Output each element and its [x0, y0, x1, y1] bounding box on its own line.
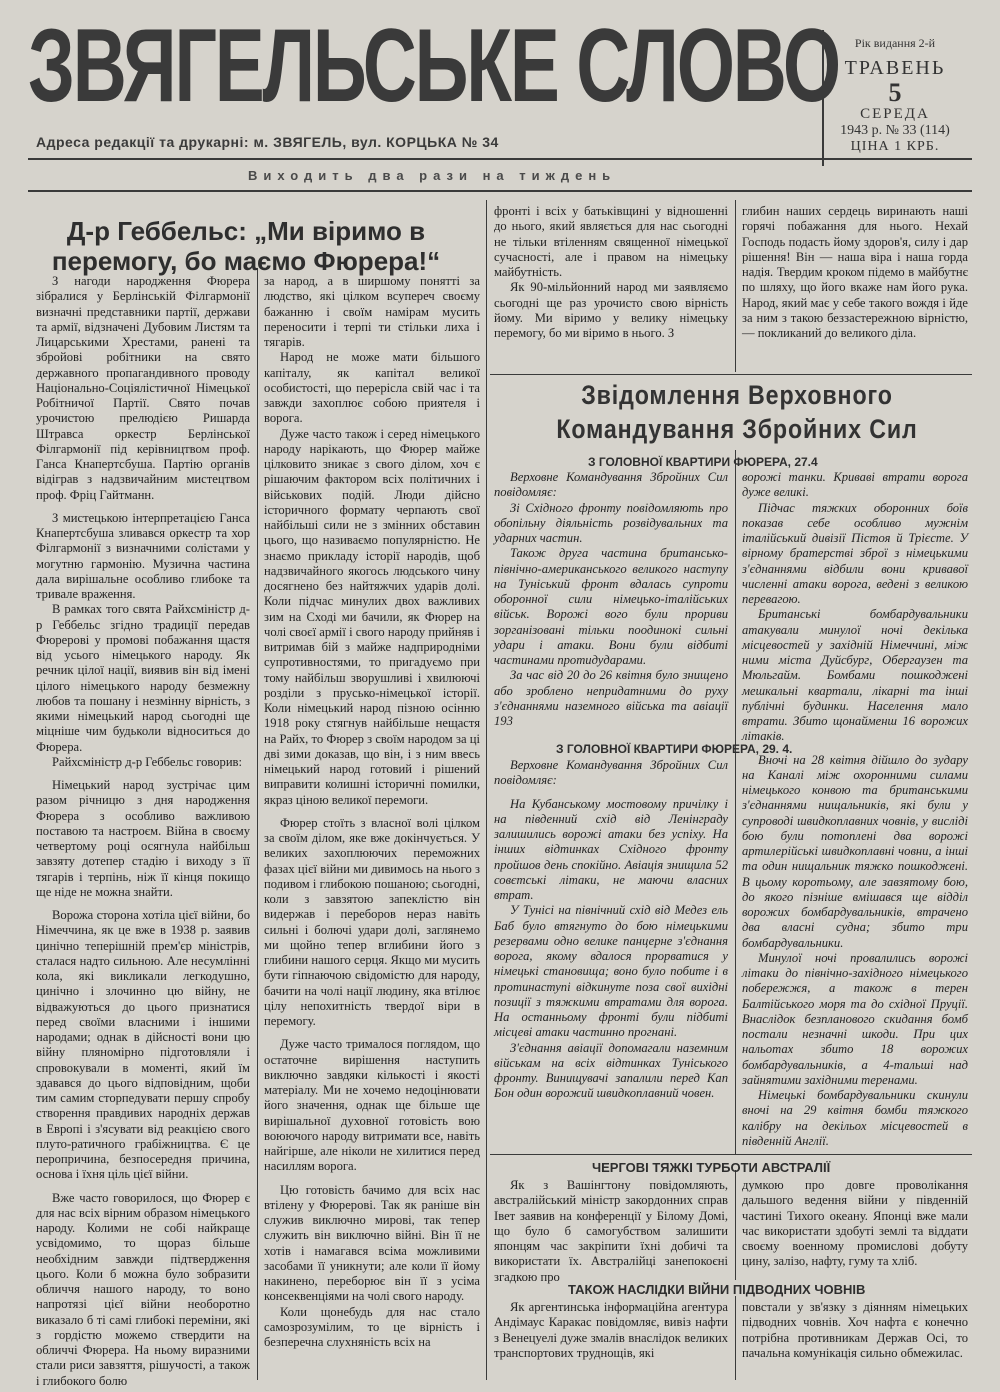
paragraph: Минулої ночі провалились ворожі літаки до північно-західного німецького побережжя, а також в терен Балтійського моря та до східної Пруції. Внаслідок безпланового скидання бомб постали незначні шкоди. При цих нальотах збито 18 ворожих бомбардувальників, а 4-тальші над зайнятими західними теренами.: [742, 950, 968, 1087]
paragraph: повстали у зв'язку з діянням німецьких підводних човнів. Хоч нафта є конечно потрібна противникам Держав Осі, то пачальна комунікація сильно обмежилас.: [742, 1300, 968, 1360]
issue-info-box: [822, 30, 966, 166]
communique-column-left: [494, 470, 728, 738]
paragraph: думкою про довге проволікання дальшого ведення війни у південній частині Тихого океану. Японці вже мали час використати здобуті землі та віддати своєму военному промислові добуту цину, залізо, нафту, гуму та хліб.: [742, 1178, 968, 1269]
masthead-rule: [28, 158, 972, 160]
article-column-3: [494, 204, 728, 372]
paragraph: глибин наших сердець виринають наші горячі побажання для нього. Нехай Господь подасть йому здоров'я, силу і дар рішення! Він — наша віра і наша горда надія. Твердим кроком підемо в майбутнє по шляху, що його вкаже нам його рука. Народ, який має у себе такого вождя і йде за ним з такою беззастережною вірністю, — покликаний до великого діла.: [742, 204, 968, 340]
paragraph: ворожі танки. Криваві втрати ворога дуже великі.: [742, 470, 968, 500]
issue-weekday: СЕРЕДА: [860, 106, 930, 122]
paragraph: На Кубанському мостовому причілку і на південний схід від Ленінграду залишились ворожі атаки без успіху. На інших відтинках Східного фронту пройшов день спокійно. Авіація знищила 52 совєтські літаки, не маючи власних втрат.: [494, 796, 728, 902]
paragraph: Як з Вашінгтону повідомляють, австралійський міністр закордонних справ Івет заявив на конференції у Білому Домі, що було б самогубством залишити японцям час закріпити їхні добичі та використати їх. Австралійці занепокоєні згадкою про: [494, 1178, 728, 1284]
column-separator: [735, 1296, 736, 1380]
paragraph: Райхсміністр д-р Геббельс говорив:: [52, 754, 243, 769]
paragraph: З мистецькою інтерпретацією Ганса Кнапертсбуша зливався оркестр та хор Філгармонії з визначними солістами у могутню гармонію. Музична частина дала вирішальне особливо глибоке та тривале враження.: [36, 510, 250, 601]
frequency-line: Виходить два рази на тиждень: [248, 168, 617, 183]
submarines-column-left: [494, 1300, 728, 1380]
paragraph: Як 90-мільйонний народ ми заявляємо сьогодні ще раз урочисто свою вірність йому. Ми віримо у велику німецьку перемогу, бо ми віримо в нього. З: [494, 280, 728, 340]
paragraph: Фюрер стоїть з власної волі цілком за своїм ділом, яке вже докінчується. У великих захоплюючих переможних фазах цієї війни ми дивимось на нього з подивом і глибокою пошаною; сьогодні, коли з завзятою запеклістю він видержав і переборов нераз навіть сильні і болючі удари долі, заглянемо ми щойно тепер вглибини його з глибини нашого серця. Якщо ми мусить бути гіпнаючою свідомістю для народу, бачити на чолі нації людину, яка втілює цілу непохитність твердої віри в перемогу.: [264, 815, 480, 1028]
paragraph: Коли щонебудь для нас стало самозрозумілим, то це вірність і безперечна слухняність всіх на: [264, 1304, 480, 1349]
paragraph: Британські бомбардувальники атакували минулої ночі декілька місцевостей у західній Німеччині, між ними міста Дуйсбург, Обергаузен та Мюльгайм. Бомбами пошкоджені мешкальні квартали, лікарні та інші публічні будинки. Населення мало втрати. Збито щонайменш 16 ворожих літаків.: [742, 607, 968, 744]
column-separator: [735, 200, 736, 372]
column-separator: [735, 1170, 736, 1280]
paragraph: Німецький народ зустрічає цим разом річницю з дня народження Фюрера з особливо важливою поставою та настроєм. Війна в своєму четвертому році осягнула найбільш завзяту дотепер стадію і виходу з її тягарів і терпінь, ніж її кінця покищо ще ніде не можна знайти.: [36, 778, 250, 899]
australia-column-left: [494, 1178, 728, 1282]
issue-month: ТРАВЕНЬ: [844, 57, 946, 79]
paragraph: У Тунісі на північний схід від Медез ель Баб було втягнуто до бою німецькими резервами одно велике панцерне з'єднання ворога, якому вдалося прорватися у німецькі становища; воно було побите і в протинаступі відкинуте поза свої вихідні позиції з тяжкими втратами для ворога. На останньому фронті були підбиті місцеві атаки частинно прогнані.: [494, 903, 728, 1040]
masthead-rule-bottom: [28, 190, 972, 192]
australia-column-right: [742, 1178, 968, 1282]
issue-number: 1943 р. № 33 (114): [840, 123, 950, 138]
paragraph: Також друга частина британсько-північно-американського великого наступу на Туніський фронт вдалась супроти оборонної сили німецько-італійських військ. Ворожі вого були прориви зорганізовані тільки поодинокі сильні удари і атаки. Вони були відбиті частинами протидударами.: [494, 546, 728, 667]
australia-title: ЧЕРГОВІ ТЯЖКІ ТУРБОТИ АВСТРАЛІЇ: [592, 1160, 831, 1175]
article-column-2: [264, 274, 480, 1380]
address-line: Адреса редакції та друкарні: м. ЗВЯГЕЛЬ, вул. КОРЦЬКА № 34: [36, 134, 499, 150]
hq-report-heading: З ГОЛОВНОЇ КВАРТИРИ ФЮРЕРА, 29. 4.: [556, 742, 793, 756]
paragraph: фронті і всіх у батьківщині у відношенні до нього, який являється для нас сьогодні не тільки втіленням священної німецької сучасності, але і правом на німецьку майбутність.: [494, 204, 728, 279]
communique-column-right: [742, 470, 968, 1152]
paragraph: Цю готовість бачимо для всіх нас втілену у Фюрерові. Так як раніше він служив виключно мирові, так тепер служить він виключно війні. Він її не хотів і намагався всіма можливими засобами її уникнути; але коли її йому накинено, переборює він її з усіма консеквенціями на чолі свого народу.: [264, 1182, 480, 1304]
article-column-1: [36, 274, 250, 1388]
paragraph: З нагоди народження Фюрера зібралися у Берлінській Філгармонії визначні представники партії, держави та армії, відзначені Дубовим Листям та Лицарськими Хрестами, ранені та збройові робітники на свято державного пропагандивного проводу Національно-Соціялістичної Німецької Робітничої Партії. Свято почав урочистою прелюдією Ришарда Штравса оркестр Берлінської Філгармонії під керівництвом проф. Ганса Кнапертсбуша. Партію органів відіграв з надзвичайним мистецтвом проф. Фріц Гайтманн.: [36, 274, 250, 502]
masthead-title: ЗВЯГЕЛЬСЬКЕ СЛОВО: [28, 8, 839, 124]
paragraph: Верховне Командування Збройних Сил повідомляє:: [494, 470, 728, 500]
paragraph: В рамках того свята Райхсміністр д-р Геббельс згідно традиції передав Фюрерові у промові побажання щастя від усього німецького народу. Як речник цілої нації, виявив він від імені цілого німецького народу безмежну любов та пошану і незмінну вірність, з якими німецький народ сьогодні ще міцніше чим будьколи відноситься до Фюрера.: [36, 602, 250, 754]
article-column-4: [742, 204, 968, 372]
paragraph: Підчас тяжких оборонних боїв показав себе особливо мужнім італійський дивізії Пістоя й Трієсте. У вірному братерстві зброї з німецькими з'єднаннями відбили вони кривавої численні атаки ворога, ведені з великою перевагою.: [742, 500, 968, 606]
paragraph: Народ не може мати більшого капіталу, як капітал великої особистості, що перерісла свій час і та завжди захоплює собою приятеля і ворога.: [264, 350, 480, 426]
paragraph: З'єднання авіації допомагали наземним військам на всіх відтинках Туніського фронту. Винищувачі запалили перед Кап Бон один ворожий швидкоплавний човен.: [494, 1040, 728, 1101]
paragraph: Дуже часто трималося поглядом, що остаточне вирішення наступить виключно завдяки кількості і якості матеріалу. Ми не хочемо недоцінювати його значення, однак ще більше ще вирішальної духовної готовість вою воюючого народу витримати все, навіть найгірше, але ніколи не хилитися перед насиллям ворога.: [264, 1037, 480, 1174]
paragraph: Ворожа сторона хотіла цієї війни, бо Німеччина, як це вже в 1938 р. заявив цинічно теперішній прем'єр міністрів, сталася надто сильною. Але несумлінні кола, які викликали легкодушно, цинічно і злочинно цю війну, не відважуються до цього признатися перед своїми власними і іншими народами; однак в дійсності вони цю війну пляномірно підготовляли і спровокували в моменті, який їм здавався до цього відповідним, щоби тим самим сторпедувати першу спробу створення правдивих народніх держав в Европі і з'ясувати від реакцією свого плуто-ратичного грабіжництва. Є це перопричина, безпосередня причина, основа і їхня ціль цієї війни.: [36, 908, 250, 1182]
paragraph: Дуже часто також і серед німецького народу нарікають, що Фюрер майже цілковито зникає з свого ділом, хоч є рішаючим фактором всіх політичних і військових подій. Люди дійсно історичного формату черпають свої найбільші сили не з змінних обставин цього, що називаємо популярністю. Не знаємо прикладу історії народів, щоб надзвичайного якогось людського чину досягнено без найтяжчих ударів долі. Коли підчас минулих двох важливих зим на Сході ми бачили, як Фюрер на чолі своєї армії і свого народу прийняв і витримав бій з майже надприродніми супротивностями, то пригадуємо при тому найбільш зворушливі і хвилюючі розділи з прусько-німецької історії. Коли німецький народ пізною осінню 1918 року стягнув найбільше нещастя на Райх, то Фюрер з своїм народом за ці дві зими доказав, що він, і з ним ввесь німецький народ готовий і рішений виправити колишні історичні помилки, якраз ціною великої перемоги.: [264, 426, 480, 807]
paragraph: Вже часто говорилося, що Фюрер є для нас всіх вірним образом німецького народу. Колими не собі найкраще усвідомимо, то щораз більше необхідним завжди підтвердження цього. Коли б можна було зобразити обличчя нашого народу, то воно напротязі цієї війни необоротно виказало б ті самі глибокі переміни, які з гордістю можемо ствердити на обличчі Фюрера. На ньому виразними стали риси завзяття, рішучості, а також і глибокого болю: [36, 1190, 250, 1388]
issue-day: 5: [888, 78, 902, 107]
column-separator: [257, 268, 258, 1380]
column-separator: [735, 450, 736, 1155]
hq-report-heading: З ГОЛОВНОЇ КВАРТИРИ ФЮРЕРА, 27.4: [588, 455, 818, 469]
paragraph: Верховне Командування Збройних Сил повідомляє:: [494, 758, 728, 788]
issue-year: Рік видання 2-й: [854, 36, 936, 50]
issue-price: ЦІНА 1 КРБ.: [850, 139, 940, 154]
section-rule: [490, 1154, 972, 1155]
paragraph: За час від 20 до 26 квітня було знищено або зроблено непридатними до руху з'єднаннями наземного війська та авіації 193: [494, 668, 728, 728]
paragraph: Вночі на 28 квітня дійшло до зудару на Каналі між охоронними силами німецького конвою та британськими з'єднаннями нищальників, які були у супроводі швидкоплавних човнів, у висліді бою були потоплені два ворожі артилерійські швидкоплавні човни, а інші та один нищальник тяжко пошкоджені. В цьому коротьому, але завзятому бою, до якого пізніше вмішався ще відділ ворожих бомбардувальників, втрачено два власні судна; збито три бомбардувальники.: [742, 752, 968, 950]
paragraph: Зі Східного фронту повідомляють про обопільну діяльність розвідувальних та ударних частин.: [494, 500, 728, 545]
section-rule: [490, 374, 972, 375]
communique-title: Звідомлення Верховного Командування Збройних Сил: [556, 380, 918, 444]
paragraph: Як аргентинська інформаційна агентура Андімаус Каракас повідомляє, вивіз нафти з Венецуелі дуже змалів внаслідок великих транспортових труднощів, які: [494, 1300, 728, 1360]
submarines-title: ТАКОЖ НАСЛІДКИ ВІЙНИ ПІДВОДНИХ ЧОВНІВ: [568, 1282, 866, 1297]
paragraph: за народ, а в ширшому понятті за людство, які цілком всупереч своєму бажанню і своїм намірам мусить переносити і терпі ти стільки лиха і тягарів.: [264, 274, 480, 349]
headline: Д-р Геббельс: „Ми віримо в перемогу, бо маємо Фюрера!“: [51, 216, 441, 276]
column-separator: [486, 200, 487, 1380]
paragraph: Німецькі бомбардувальники скинули вночі на 29 квітня бомби тяжкого калібру на декільох місцевостей в південній Англії.: [742, 1088, 968, 1148]
communique-column-left-2: [494, 758, 728, 1152]
submarines-column-right: [742, 1300, 968, 1380]
